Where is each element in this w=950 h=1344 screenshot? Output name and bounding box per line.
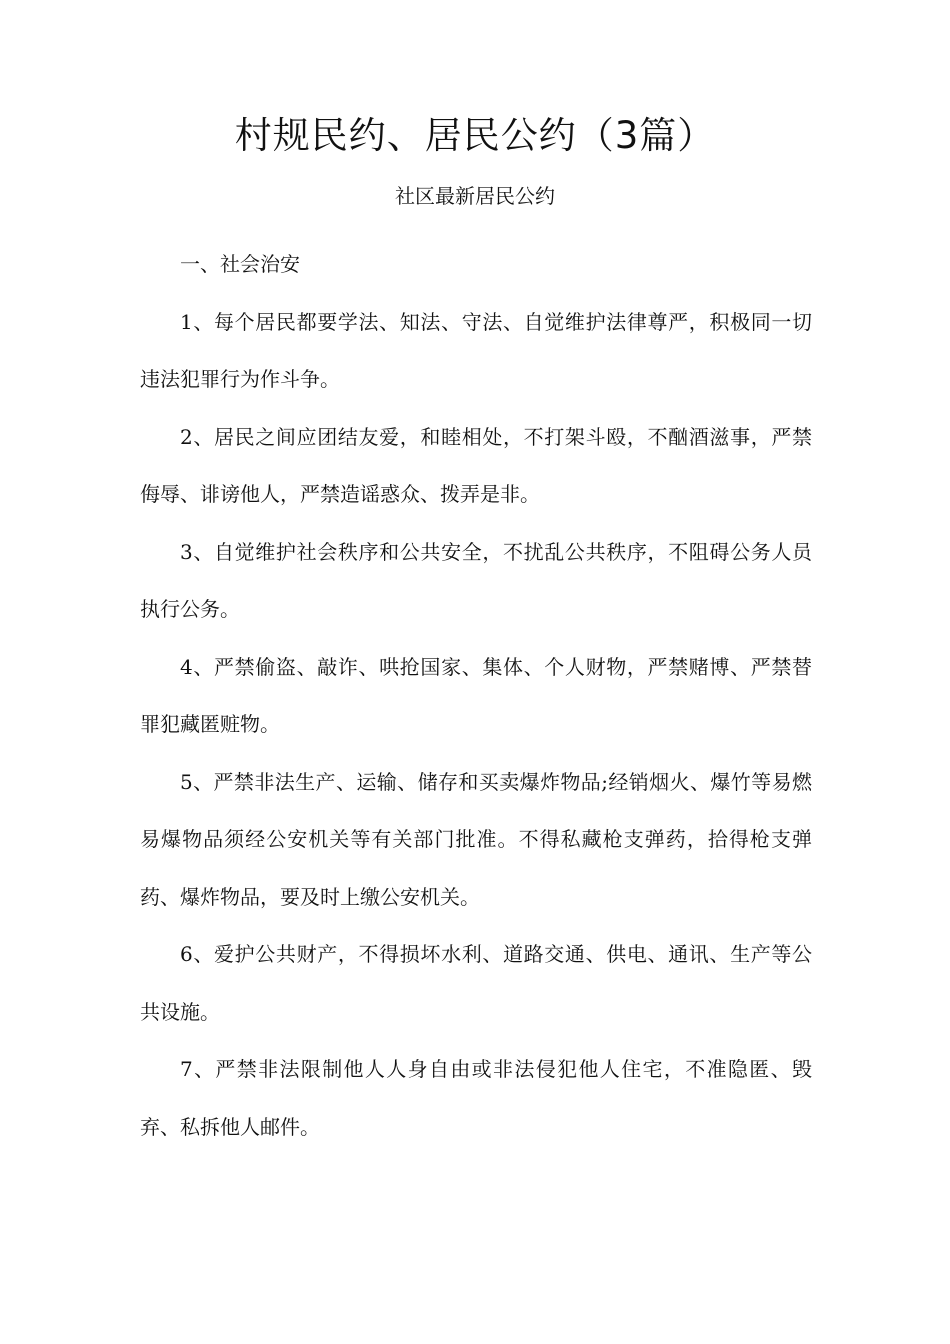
article-4: 4、严禁偷盗、敲诈、哄抢国家、集体、个人财物，严禁赌博、严禁替罪犯藏匿赃物。 bbox=[140, 654, 812, 736]
document-body bbox=[140, 236, 812, 1156]
article-5: 5、严禁非法生产、运输、储存和买卖爆炸物品;经销烟火、爆竹等易燃易爆物品须经公安机关等有关部门批准。不得私藏枪支弹药，拾得枪支弹药、爆炸物品，要及时上缴公安机关。 bbox=[140, 769, 812, 909]
document-subtitle: 社区最新居民公约 bbox=[395, 184, 555, 208]
article-2: 2、居民之间应团结友爱，和睦相处，不打架斗殴，不酗酒滋事，严禁侮辱、诽谤他人，严禁造谣惑众、拨弄是非。 bbox=[140, 424, 812, 506]
document-title: 村规民约、居民公约（3篇） bbox=[234, 114, 716, 157]
article-7: 7、严禁非法限制他人人身自由或非法侵犯他人住宅，不准隐匿、毁弃、私拆他人邮件。 bbox=[140, 1057, 812, 1139]
article-6: 6、爱护公共财产，不得损坏水利、道路交通、供电、通讯、生产等公共设施。 bbox=[140, 942, 812, 1024]
section-heading: 一、社会治安 bbox=[180, 252, 300, 276]
article-1: 1、每个居民都要学法、知法、守法、自觉维护法律尊严，积极同一切违法犯罪行为作斗争。 bbox=[140, 309, 812, 391]
article-3: 3、自觉维护社会秩序和公共安全，不扰乱公共秩序，不阻碍公务人员执行公务。 bbox=[140, 539, 812, 621]
